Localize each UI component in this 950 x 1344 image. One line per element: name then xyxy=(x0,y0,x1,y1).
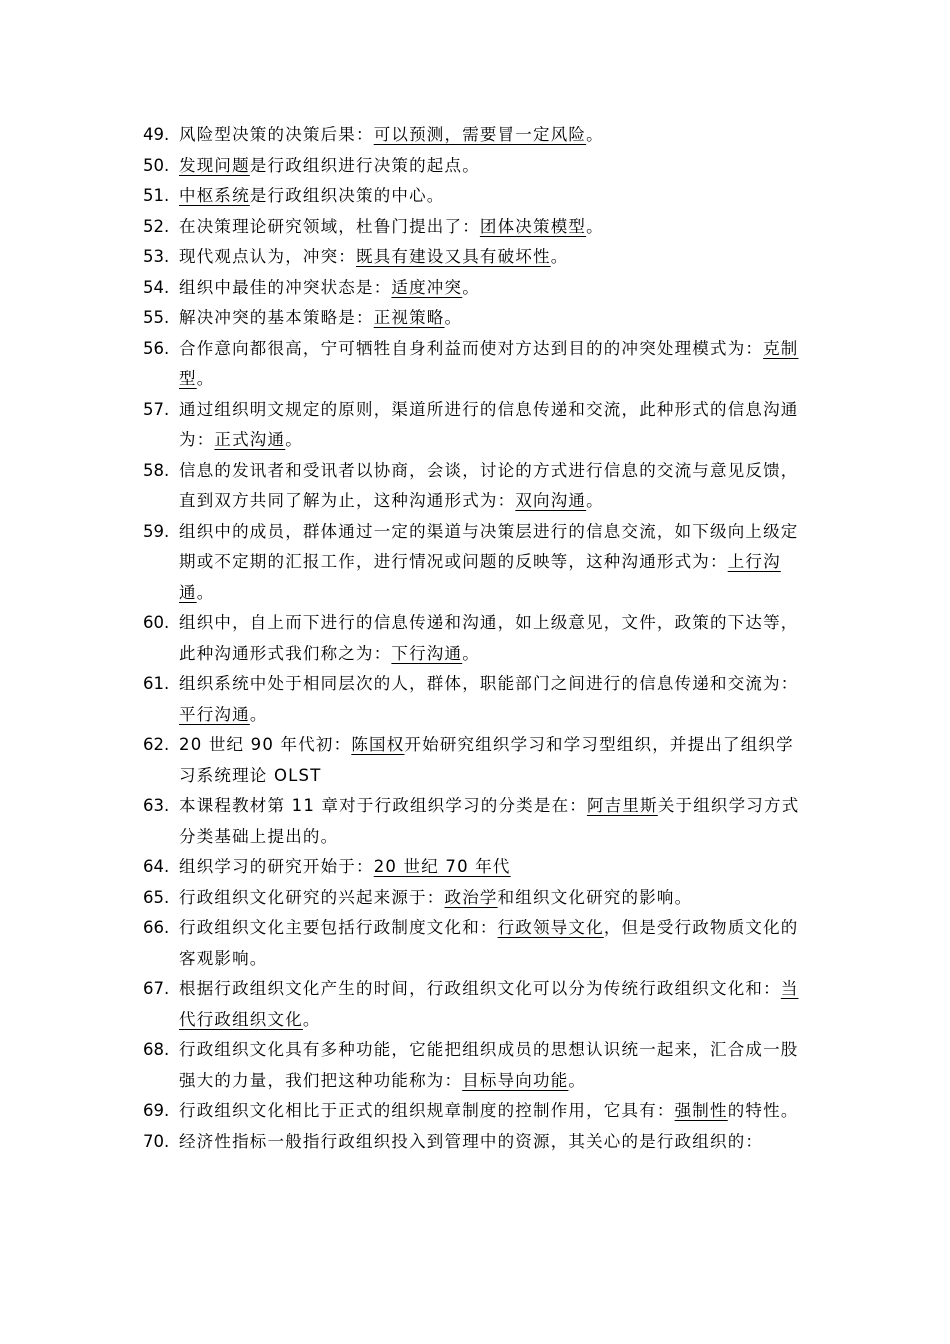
list-item xyxy=(143,517,808,609)
question-text: 解决冲突的基本策略是： xyxy=(179,308,374,327)
item-number: 55. xyxy=(143,308,170,327)
question-text: 。 xyxy=(586,125,604,144)
question-list xyxy=(143,120,808,1157)
question-text: 。 xyxy=(462,643,480,663)
item-number: 62. xyxy=(143,735,170,754)
list-item xyxy=(143,1096,808,1127)
list-item xyxy=(143,608,808,669)
list-item xyxy=(143,883,808,914)
question-text: 。 xyxy=(550,247,569,266)
question-text: 。 xyxy=(302,1009,321,1029)
item-number: 66. xyxy=(143,918,170,937)
question-text: 是行政组织决策的中心。 xyxy=(249,186,445,205)
question-text: 现代观点认为，冲突： xyxy=(179,247,356,266)
list-item xyxy=(143,242,808,273)
question-text: 行政组织文化具有多种功能，它能把组织成员的思想认识统一起来，汇合成一股强大的力量，我们把这种功能称为： xyxy=(179,1040,799,1090)
item-number: 70. xyxy=(143,1131,170,1151)
question-text: 20 世纪 90 年代初： xyxy=(179,735,352,754)
list-item xyxy=(143,120,808,151)
question-text: 。 xyxy=(249,704,268,724)
list-item xyxy=(143,334,808,395)
item-number: 57. xyxy=(143,399,170,419)
answer-text: 正式沟通 xyxy=(214,430,286,449)
question-text: 。 xyxy=(586,491,604,510)
question-text: 。 xyxy=(285,430,303,449)
answer-text: 当代行政组织文化 xyxy=(179,979,799,1029)
question-text: 。 xyxy=(586,216,604,236)
list-item xyxy=(143,669,808,730)
answer-text: 克制型 xyxy=(179,338,799,388)
list-item xyxy=(143,273,808,304)
list-item xyxy=(143,913,808,974)
question-text: 风险型决策的决策后果： xyxy=(179,125,374,144)
question-text: ，但是受行政物质文化的客观影响。 xyxy=(179,918,799,968)
question-text: 关于组织学习方式分类基础上提出的。 xyxy=(179,796,800,846)
question-text: 。 xyxy=(462,277,480,297)
answer-text: 上行沟通 xyxy=(179,552,781,602)
answer-text: 强制性 xyxy=(674,1101,728,1120)
answer-text: 20 世纪 70 年代 xyxy=(373,857,511,876)
item-number: 61. xyxy=(143,674,170,693)
question-text: 经济性指标一般指行政组织投入到管理中的资源，其关心的是行政组织的： xyxy=(179,1131,764,1151)
item-number: 65. xyxy=(143,887,170,907)
list-item xyxy=(143,303,808,334)
question-text: 行政组织文化研究的兴起来源于： xyxy=(179,887,445,907)
answer-text: 团体决策模型 xyxy=(479,216,587,236)
question-text: 根据行政组织文化产生的时间，行政组织文化可以分为传统行政组织文化和： xyxy=(179,979,781,998)
answer-text: 中枢系统 xyxy=(179,186,250,205)
item-number: 49. xyxy=(143,125,170,144)
item-number: 68. xyxy=(143,1040,170,1059)
item-number: 51. xyxy=(143,186,170,205)
item-number: 50. xyxy=(143,155,170,175)
list-item xyxy=(143,791,808,852)
answer-text: 正视策略 xyxy=(373,308,445,327)
list-item xyxy=(143,456,808,517)
question-text: 组织中最佳的冲突状态是： xyxy=(179,277,392,297)
item-number: 56. xyxy=(143,338,170,358)
question-text: 合作意向都很高，宁可牺牲自身利益而使对方达到目的的冲突处理模式为： xyxy=(179,338,764,358)
item-number: 59. xyxy=(143,521,170,541)
question-text: 。 xyxy=(196,582,215,602)
answer-text: 发现问题 xyxy=(179,155,250,175)
question-text: 组织中的成员，群体通过一定的渠道与决策层进行的信息交流，如下级向上级定期或不定期的汇报工作，进行情况或问题的反映等，这种沟通形式为： xyxy=(179,521,799,571)
question-text: 行政组织文化主要包括行政制度文化和： xyxy=(179,918,498,937)
list-item xyxy=(143,852,808,883)
question-text: 是行政组织进行决策的起点。 xyxy=(249,155,480,175)
question-text: 。 xyxy=(568,1070,587,1090)
answer-text: 适度冲突 xyxy=(391,277,463,297)
list-item xyxy=(143,1127,808,1158)
question-text: 行政组织文化相比于正式的组织规章制度的控制作用，它具有： xyxy=(179,1101,675,1120)
answer-text: 双向沟通 xyxy=(515,491,587,510)
list-item xyxy=(143,395,808,456)
answer-text: 行政领导文化 xyxy=(497,918,604,937)
item-number: 64. xyxy=(143,857,170,876)
item-number: 63. xyxy=(143,796,170,815)
list-item xyxy=(143,730,808,791)
question-text: 组织学习的研究开始于： xyxy=(179,857,374,876)
answer-text: 陈国权 xyxy=(351,735,405,754)
answer-text: 平行沟通 xyxy=(179,704,250,724)
question-text: 在决策理论研究领域，杜鲁门提出了： xyxy=(179,216,480,236)
answer-text: 下行沟通 xyxy=(391,643,463,663)
list-item xyxy=(143,212,808,243)
answer-text: 政治学 xyxy=(444,887,498,907)
answer-text: 阿吉里斯 xyxy=(587,796,658,815)
answer-text: 可以预测，需要冒一定风险 xyxy=(373,125,587,144)
question-text: 开始研究组织学习和学习型组织，并提出了组织学习系统理论 OLST xyxy=(179,735,794,785)
item-number: 54. xyxy=(143,277,170,297)
list-item xyxy=(143,974,808,1035)
question-text: 和组织文化研究的影响。 xyxy=(497,887,693,907)
question-text: 信息的发讯者和受讯者以协商，会谈，讨论的方式进行信息的交流与意见反馈，直到双方共同了解为止，这种沟通形式为： xyxy=(179,460,799,510)
question-text: 的特性。 xyxy=(727,1101,799,1120)
question-text: 通过组织明文规定的原则，渠道所进行的信息传递和交流，此种形式的信息沟通为： xyxy=(179,399,799,449)
answer-text: 既具有建设又具有破坏性 xyxy=(356,247,551,266)
list-item xyxy=(143,181,808,212)
list-item xyxy=(143,151,808,182)
item-number: 60. xyxy=(143,613,170,632)
question-text: 本课程教材第 11 章对于行政组织学习的分类是在： xyxy=(179,796,587,815)
item-number: 52. xyxy=(143,216,170,236)
question-text: 。 xyxy=(196,369,215,388)
item-number: 67. xyxy=(143,979,170,998)
question-text: 组织中，自上而下进行的信息传递和沟通，如上级意见，文件，政策的下达等，此种沟通形式我们称之为： xyxy=(179,613,799,663)
list-item xyxy=(143,1035,808,1096)
item-number: 69. xyxy=(143,1101,170,1120)
item-number: 53. xyxy=(143,247,170,266)
item-number: 58. xyxy=(143,460,170,480)
question-text: 。 xyxy=(444,308,463,327)
question-text: 组织系统中处于相同层次的人，群体，职能部门之间进行的信息传递和交流为： xyxy=(179,674,799,693)
answer-text: 目标导向功能 xyxy=(462,1070,569,1090)
